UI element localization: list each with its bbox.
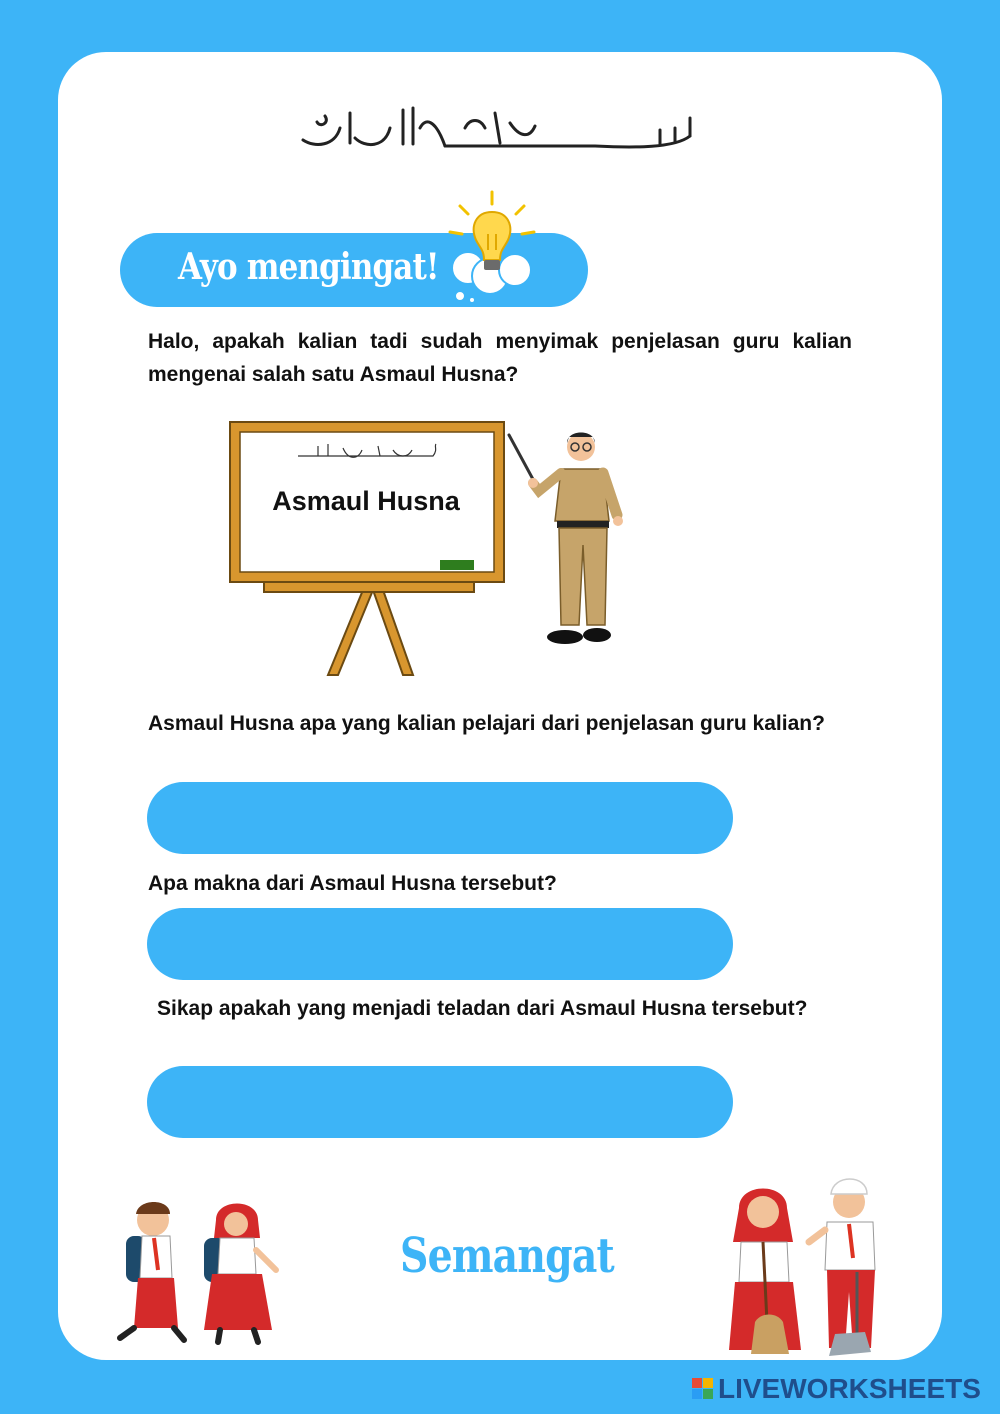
question-1: Asmaul Husna apa yang kalian pelajari dari penjelasan guru kalian? (148, 712, 825, 735)
whiteboard-illustration (228, 420, 518, 680)
board-title: Asmaul Husna (272, 486, 460, 516)
question-2: Apa makna dari Asmaul Husna tersebut? (148, 872, 557, 895)
liveworksheets-brand (692, 1374, 981, 1404)
lightbulb-icon (440, 188, 550, 306)
students-left-illustration (108, 1190, 288, 1350)
students-right-illustration (725, 1172, 895, 1362)
basmala-calligraphy (295, 98, 705, 168)
heading-title: Ayo mengingat! (178, 246, 439, 288)
teacher-illustration (505, 425, 630, 650)
question-3: Sikap apakah yang menjadi teladan dari Asmaul Husna tersebut? (157, 997, 808, 1020)
brand-text: LIVEWORKSHEETS (718, 1373, 981, 1404)
answer-2-input[interactable] (147, 908, 733, 980)
answer-1-input[interactable] (147, 782, 733, 854)
answer-3-input[interactable] (147, 1066, 733, 1138)
liveworksheets-logo-icon (692, 1376, 714, 1402)
closing-text: Semangat (400, 1228, 614, 1284)
intro-paragraph: Halo, apakah kalian tadi sudah menyimak penjelasan guru kalian mengenai salah satu Asmaul Husna? (148, 330, 852, 386)
